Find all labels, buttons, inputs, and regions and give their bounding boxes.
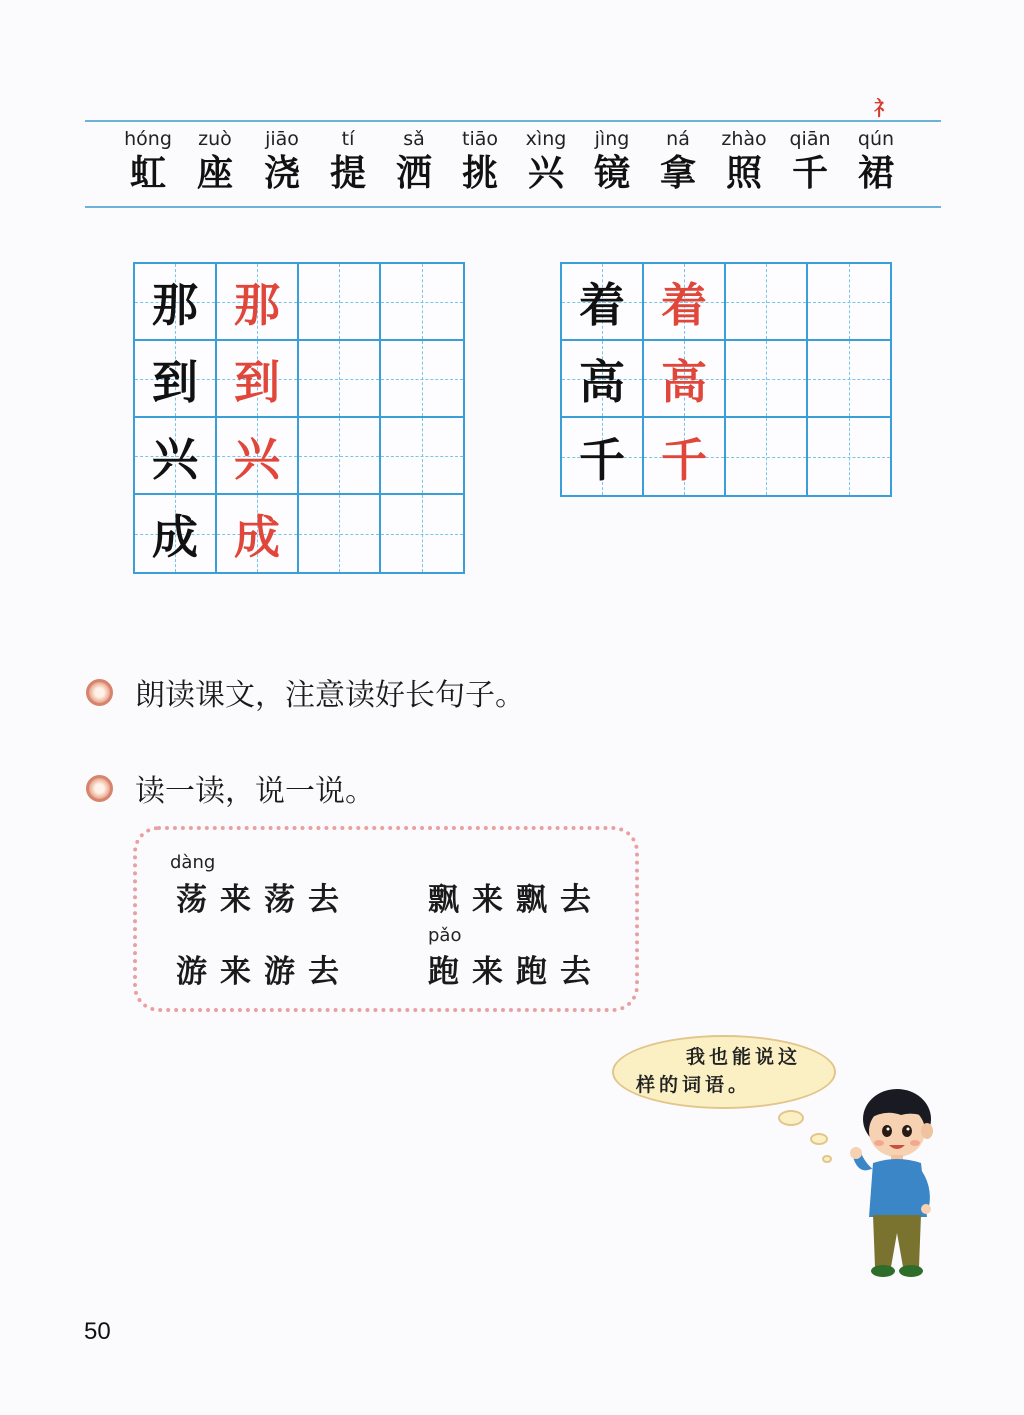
- page-number: 50: [84, 1318, 111, 1345]
- trace-char: 千: [661, 432, 707, 487]
- trace-char: 兴: [234, 431, 280, 486]
- pinyin-annotation: pǎo: [428, 925, 462, 946]
- model-char-cell: [562, 341, 644, 418]
- vocab-char: 提: [329, 152, 366, 194]
- model-char: 千: [579, 432, 625, 487]
- vocab-pinyin: jiāo: [265, 128, 299, 150]
- model-char: 那: [152, 277, 198, 332]
- vocab-item: [708, 128, 780, 194]
- header-top-rule: [85, 120, 941, 122]
- vocab-item: [576, 128, 648, 194]
- model-char-cell: [562, 418, 644, 495]
- trace-char-cell: [217, 341, 299, 418]
- vocab-item: [378, 128, 450, 194]
- blank-practice-cell[interactable]: [726, 341, 808, 418]
- bubble-line: 样的词语。: [636, 1074, 752, 1096]
- vocab-pinyin: tiāo: [462, 128, 498, 150]
- writing-grid-left: [133, 262, 465, 574]
- vocab-char: 兴: [527, 152, 564, 194]
- trace-char-cell: [644, 341, 726, 418]
- vocab-char: 座: [196, 152, 233, 194]
- model-char-cell: [135, 264, 217, 341]
- trace-char: 高: [661, 354, 707, 409]
- vocab-item: [642, 128, 714, 194]
- vocab-item: [179, 128, 251, 194]
- blank-practice-cell[interactable]: [299, 495, 381, 572]
- thought-dot: [810, 1133, 828, 1145]
- phrase: 飘来飘去: [428, 882, 604, 918]
- vocab-char: 照: [725, 152, 762, 194]
- trace-char-cell: [644, 418, 726, 495]
- vocab-item: [112, 128, 184, 194]
- blank-practice-cell[interactable]: [808, 264, 890, 341]
- model-char: 着: [579, 277, 625, 332]
- grid-row: [562, 341, 890, 418]
- blank-practice-cell[interactable]: [299, 418, 381, 495]
- boy-illustration: [845, 1085, 941, 1285]
- vocab-item: [444, 128, 516, 194]
- blank-practice-cell[interactable]: [726, 264, 808, 341]
- blank-practice-cell[interactable]: [808, 341, 890, 418]
- grid-row: [135, 495, 463, 572]
- blank-practice-cell[interactable]: [381, 495, 463, 572]
- vocab-pinyin: ná: [666, 128, 690, 150]
- blank-practice-cell[interactable]: [299, 264, 381, 341]
- grid-row: [562, 264, 890, 341]
- radical-mark: 礻: [874, 96, 894, 120]
- bubble-line: 我也能说这: [686, 1046, 802, 1068]
- phrase: 游来游去: [176, 954, 352, 990]
- vocab-pinyin: jìng: [594, 128, 630, 150]
- vocab-pinyin: sǎ: [403, 128, 425, 150]
- vocab-pinyin: qiān: [789, 128, 831, 150]
- vocab-char: 拿: [659, 152, 696, 194]
- vocab-pinyin: zuò: [198, 128, 232, 150]
- trace-char-cell: [217, 264, 299, 341]
- trace-char: 到: [234, 354, 280, 409]
- thought-bubble-text: [636, 1043, 816, 1099]
- model-char: 到: [152, 354, 198, 409]
- vocab-item: [774, 128, 846, 194]
- trace-char: 那: [234, 277, 280, 332]
- trace-char-cell: [644, 264, 726, 341]
- instruction-read-aloud: [86, 670, 525, 714]
- blank-practice-cell[interactable]: [381, 418, 463, 495]
- grid-row: [135, 418, 463, 495]
- vocab-item: [840, 128, 912, 194]
- instruction-text: 读一读，说一说。: [135, 774, 375, 809]
- exercise-badge-icon: [86, 775, 113, 802]
- vocab-char: 虹: [129, 152, 166, 194]
- blank-practice-cell[interactable]: [381, 341, 463, 418]
- vocab-pinyin: qún: [857, 128, 895, 150]
- grid-row: [135, 341, 463, 418]
- vocab-item: [246, 128, 318, 194]
- blank-practice-cell[interactable]: [299, 341, 381, 418]
- vocab-char: 浇: [263, 152, 300, 194]
- model-char: 成: [152, 509, 198, 564]
- phrase: 跑来跑去: [428, 954, 604, 990]
- thought-dot: [778, 1110, 804, 1126]
- vocab-pinyin: hóng: [124, 128, 172, 150]
- model-char-cell: [135, 418, 217, 495]
- vocab-item: [312, 128, 384, 194]
- blank-practice-cell[interactable]: [381, 264, 463, 341]
- grid-row: [135, 264, 463, 341]
- vocab-pinyin: zhào: [721, 128, 767, 150]
- grid-row: [562, 418, 890, 495]
- model-char: 高: [579, 354, 625, 409]
- vocab-char: 裙: [857, 152, 894, 194]
- model-char-cell: [135, 495, 217, 572]
- trace-char-cell: [217, 495, 299, 572]
- phrase: 荡来荡去: [176, 882, 352, 918]
- vocab-item: [510, 128, 582, 194]
- vocab-char: 洒: [395, 152, 432, 194]
- vocab-char: 千: [791, 152, 828, 194]
- vocab-char: 镜: [593, 152, 630, 194]
- trace-char-cell: [217, 418, 299, 495]
- instruction-read-and-say: [86, 766, 375, 810]
- blank-practice-cell[interactable]: [808, 418, 890, 495]
- instruction-text: 朗读课文，注意读好长句子。: [135, 678, 525, 713]
- vocab-pinyin: xìng: [525, 128, 567, 150]
- writing-grid-right: [560, 262, 892, 497]
- pinyin-annotation: dàng: [170, 852, 216, 873]
- exercise-badge-icon: [86, 679, 113, 706]
- model-char-cell: [135, 341, 217, 418]
- vocab-char: 挑: [461, 152, 498, 194]
- header-bottom-rule: [85, 206, 941, 208]
- vocab-pinyin: tí: [341, 128, 355, 150]
- trace-char: 着: [661, 277, 707, 332]
- thought-dot: [822, 1155, 832, 1163]
- model-char-cell: [562, 264, 644, 341]
- trace-char: 成: [234, 509, 280, 564]
- blank-practice-cell[interactable]: [726, 418, 808, 495]
- model-char: 兴: [152, 431, 198, 486]
